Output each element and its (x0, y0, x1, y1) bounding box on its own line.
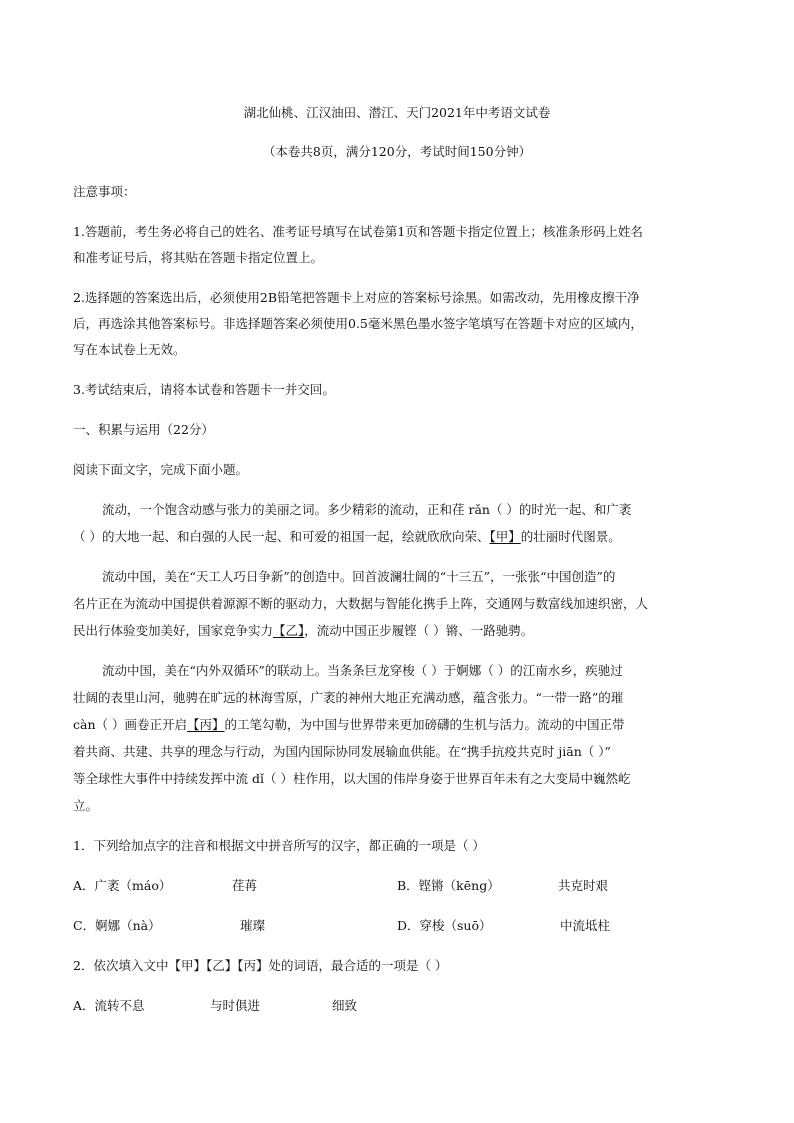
notice-item-1-line-2: 和准考证号后，将其贴在答题卡指定位置上。 (73, 250, 324, 265)
q1-option-d-label: D．穿梭（suō） (397, 918, 492, 933)
passage-p3-line-1: 流动中国，美在“内外双循环”的联动上。当条条巨龙穿梭（ ）于婀娜（ ）的江南水乡，疾驰过 (102, 663, 623, 678)
q2-option-a-word-3: 细致 (332, 998, 358, 1013)
blank-marker-bing: 【丙】 (186, 717, 225, 732)
passage-p2-line-2: 名片正在为流动中国提供着源源不断的驱动力，大数据与智能化携手上阵，交通网与数富线加速织密，人 (73, 596, 649, 611)
q1-option-b-label: B．铿锵（kēng） (397, 878, 500, 893)
question-1: 1．下列给加点字的注音和根据文中拼音所写的汉字，都正确的一项是（ ） (73, 838, 485, 853)
page-title: 湖北仙桃、江汉油田、潜江、天门2021年中考语文试卷 (243, 105, 551, 120)
notice-item-1-line-1: 1.答题前，考生务必将自己的姓名、准考证号填写在试卷第1页和答题卡指定位置上；核准条形码上姓名 (73, 224, 643, 239)
passage-p2-line-1: 流动中国，美在“天工人巧日争新”的创造中。回首波澜壮阔的“十三五”，一张张“中国创造”的 (102, 569, 616, 584)
section-1-heading: 一、积累与运用（22分） (73, 422, 214, 437)
q1-option-c-word: 璀璨 (240, 918, 266, 933)
passage-text: 民出行体验变加美好，国家竞争实力 (73, 623, 274, 638)
passage-p3-line-3 (73, 715, 625, 735)
q1-option-c-label: C．婀娜（nà） (73, 918, 161, 933)
passage-text: ，流动中国正步履铿（ ）锵、一路驰骋。 (304, 623, 534, 638)
question-2: 2．依次填入文中【甲】【乙】【丙】处的词语，最合适的一项是（ ） (73, 958, 448, 973)
reading-instruction: 阅读下面文字，完成下面小题。 (73, 462, 249, 477)
q1-option-b-word: 共克时艰 (558, 878, 609, 893)
q2-option-a-word-2: 与时俱进 (210, 998, 261, 1013)
page-subtitle: （本卷共8页，满分120分，考试时间150分钟） (262, 144, 532, 159)
passage-text: càn（ ）画卷正开启 (73, 717, 187, 732)
passage-p2-line-3 (73, 621, 533, 641)
notice-heading: 注意事项： (73, 184, 136, 199)
passage-p3-line-5: 等全球性大事件中持续发挥中流 dǐ（ ）柱作用，以大国的伟岸身姿于世界百年未有之大变局中巍然屹 (73, 771, 631, 786)
passage-p3-line-6: 立。 (73, 798, 99, 813)
passage-p3-line-2: 壮阔的表里山河，驰骋在旷远的林海雪原，广袤的神州大地正充满动感，蕴含张力。“一带一路”的璀 (73, 690, 624, 705)
notice-item-2-line-3: 写在本试卷上无效。 (73, 342, 186, 357)
blank-marker-jia: 【甲】 (489, 529, 521, 544)
notice-item-2-line-2: 后，再选涂其他答案标号。非选择题答案必须使用0.5毫米黑色墨水签字笔填写在答题卡对应的区域内， (73, 316, 643, 331)
q2-option-a-label: A．流转不息 (73, 998, 145, 1013)
q1-option-a-label: A．广袤（máo） (73, 878, 172, 893)
q1-option-a-word: 荏苒 (232, 878, 258, 893)
passage-p1-line-1: 流动，一个饱含动感与张力的美丽之词。多少精彩的流动，正和荏 rǎn（ ）的时光一起、和广袤 (102, 502, 632, 517)
passage-text: （ ）的大地一起、和白强的人民一起、和可爱的祖国一起，绘就欣欣向荣、 (73, 529, 490, 544)
passage-p3-line-4: 着共商、共建、共享的理念与行动，为国内国际协同发展输血供能。在“携手抗疫共克时 jiān（ ）” (73, 744, 611, 759)
passage-text: 的壮丽时代图景。 (520, 529, 621, 544)
notice-item-2-line-1: 2.选择题的答案选出后，必须使用2B铅笔把答题卡上对应的答案标号涂黑。如需改动，先用橡皮擦干净 (73, 290, 640, 305)
blank-marker-yi: 【乙】 (273, 623, 305, 638)
passage-p1-line-2 (73, 527, 621, 547)
notice-item-3: 3.考试结束后，请将本试卷和答题卡一并交回。 (73, 382, 335, 397)
passage-text: 的工笔勾勒，为中国与世界带来更加磅礴的生机与活力。流动的中国正带 (224, 717, 625, 732)
q1-option-d-word: 中流坻柱 (560, 918, 611, 933)
